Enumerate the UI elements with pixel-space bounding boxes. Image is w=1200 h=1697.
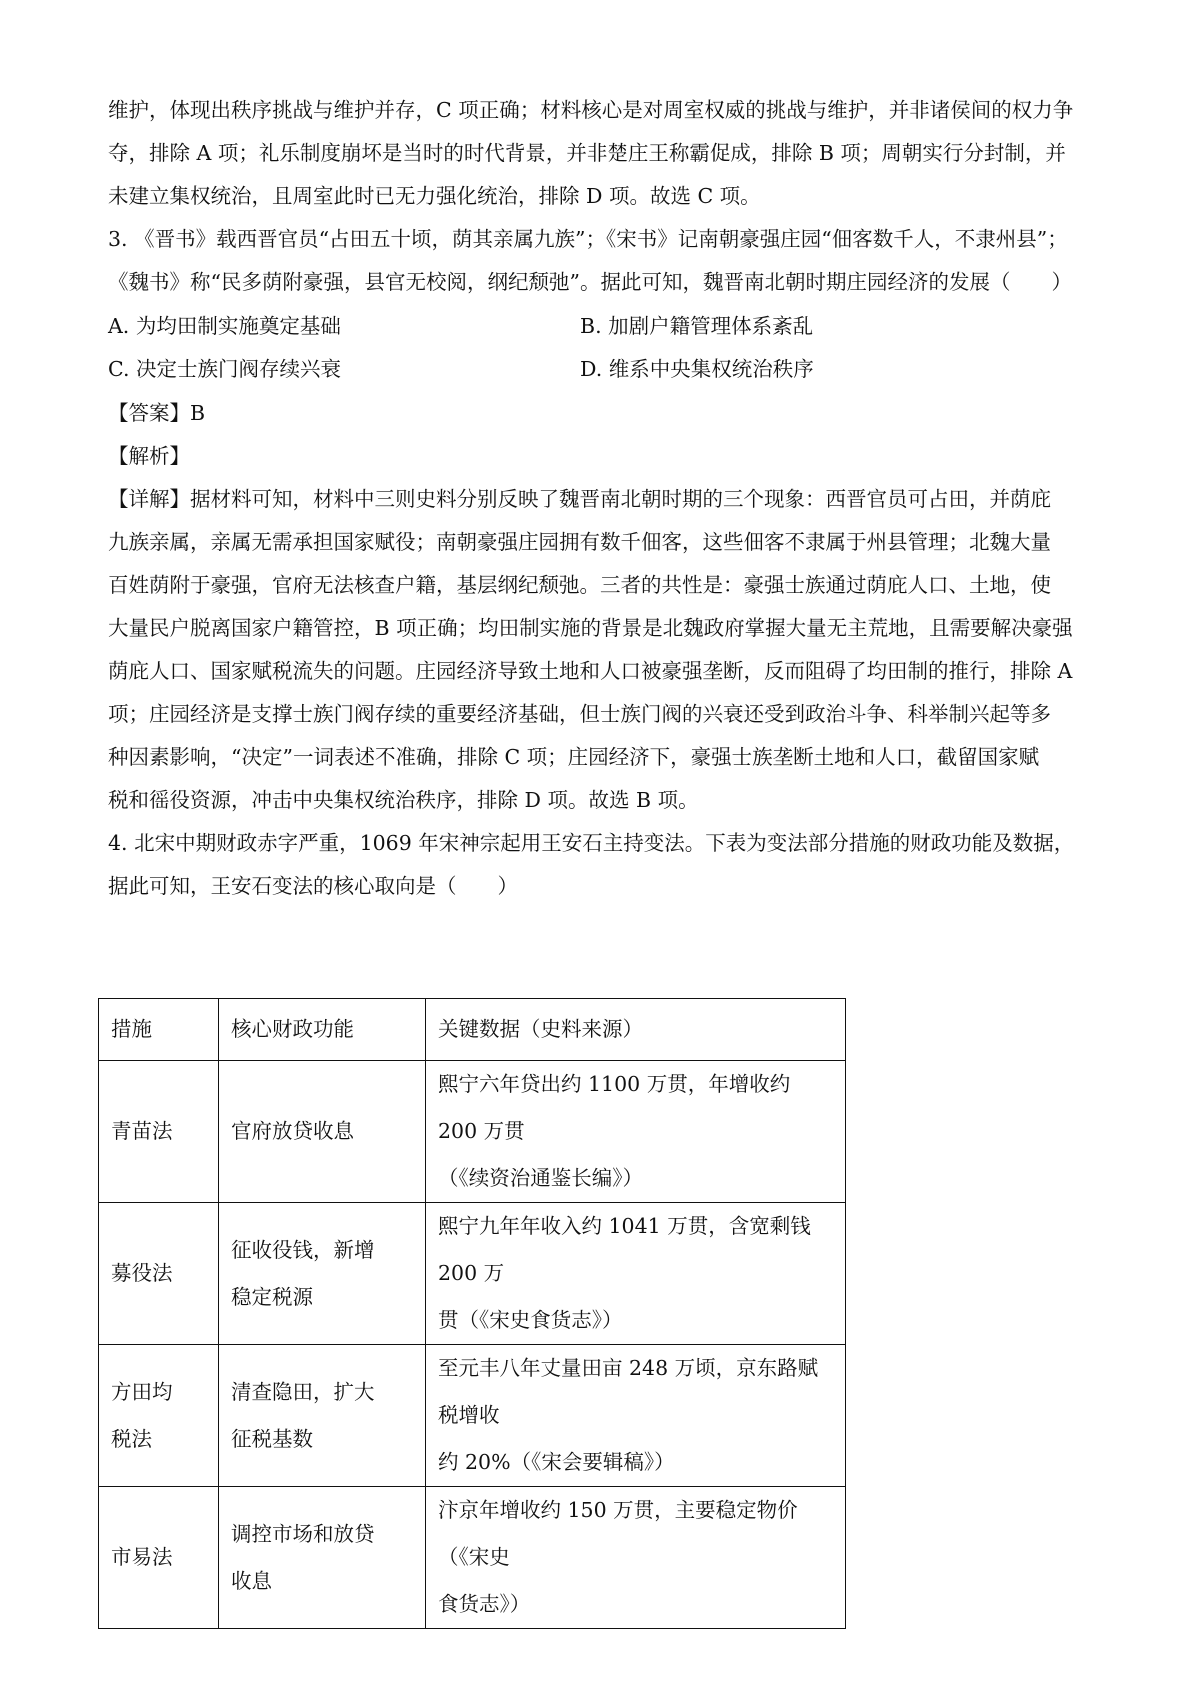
q3-detail-line-7: 种因素影响，“决定”一词表述不准确，排除 C 项；庄园经济下，豪强士族垄断土地和人口，截留国家赋: [108, 745, 1040, 769]
cell-line: 清查隐田，扩大: [231, 1379, 375, 1404]
cell-line: 征税基数: [231, 1426, 313, 1451]
cell-line: 稳定税源: [231, 1284, 313, 1309]
header-function: 核心财政功能: [219, 999, 426, 1061]
cell-line: 至元丰八年丈量田亩 248 万顷，京东路赋税增收: [438, 1356, 819, 1427]
cell-line: （《续资治通鉴长编》）: [438, 1166, 643, 1190]
q3-detail-line-4: 大量民户脱离国家户籍管控，B 项正确；均田制实施的背景是北魏政府掌握大量无主荒地，且需要解决豪强: [108, 616, 1073, 640]
row-measure: [99, 1061, 219, 1203]
row-data: [426, 1203, 846, 1345]
row-measure: [99, 1345, 219, 1487]
row-function: [219, 1061, 426, 1203]
reform-measures-table: [98, 998, 846, 1629]
cell-line: 市易法: [111, 1545, 173, 1569]
q2-analysis-line-2: 夺，排除 A 项；礼乐制度崩坏是当时的时代背景，并非楚庄王称霸促成，排除 B 项；周朝实行分封制，并: [108, 141, 1066, 165]
row-data: [426, 1345, 846, 1487]
q3-answer: 【答案】B: [108, 401, 206, 425]
table-row: [99, 1203, 846, 1345]
q3-detail-line-5: 荫庇人口、国家赋税流失的问题。庄园经济导致土地和人口被豪强垄断，反而阻碍了均田制的推行，排除 A: [108, 659, 1073, 683]
row-data: [426, 1061, 846, 1203]
row-measure: [99, 1487, 219, 1629]
q4-stem-line-1: 4. 北宋中期财政赤字严重，1069 年宋神宗起用王安石主持变法。下表为变法部分措施的财政功能及数据，: [108, 831, 1075, 855]
table-row: [99, 1345, 846, 1487]
q2-analysis-line-1: 维护，体现出秩序挑战与维护并存，C 项正确；材料核心是对周室权威的挑战与维护，并非诸侯间的权力争: [108, 98, 1074, 122]
q3-stem-line-2: 《魏书》称“民多荫附豪强，县官无校阅，纲纪颓弛”。据此可知，魏晋南北朝时期庄园经济的发展（ ）: [108, 270, 1072, 294]
cell-line: 征收役钱，新增: [231, 1237, 375, 1262]
table-header-row: [99, 999, 846, 1061]
cell-line: 食货志》）: [438, 1592, 531, 1616]
q3-detail-line-2: 九族亲属，亲属无需承担国家赋役；南朝豪强庄园拥有数千佃客，这些佃客不隶属于州县管理；北魏大量: [108, 530, 1051, 554]
cell-line: 汴京年增收约 150 万贯，主要稳定物价（《宋史: [438, 1498, 798, 1569]
cell-line: 熙宁六年贷出约 1100 万贯，年增收约 200 万贯: [438, 1072, 791, 1143]
cell-line: 调控市场和放贷: [231, 1521, 375, 1546]
q3-option-b: B. 加剧户籍管理体系紊乱: [580, 314, 814, 338]
cell-line: 熙宁九年年收入约 1041 万贯，含宽剩钱 200 万: [438, 1214, 811, 1285]
q3-option-d: D. 维系中央集权统治秩序: [580, 357, 814, 381]
row-data: [426, 1487, 846, 1629]
q3-detail-line-1: 【详解】据材料可知，材料中三则史料分别反映了魏晋南北朝时期的三个现象：西晋官员可占田，并荫庇: [108, 487, 1051, 511]
cell-line: 官府放贷收息: [231, 1119, 354, 1143]
row-function: [219, 1345, 426, 1487]
q2-analysis-line-3: 未建立集权统治，且周室此时已无力强化统治，排除 D 项。故选 C 项。: [108, 184, 761, 208]
table-row: [99, 1487, 846, 1629]
cell-line: 税法: [111, 1426, 152, 1451]
q3-stem-line-1: 3. 《晋书》载西晋官员“占田五十顷，荫其亲属九族”；《宋书》记南朝豪强庄园“佃客数千人，不隶州县”；: [108, 227, 1068, 251]
row-function: [219, 1203, 426, 1345]
cell-line: 贯（《宋史食货志》）: [438, 1308, 623, 1332]
q3-analysis-title: 【解析】: [108, 444, 190, 468]
row-function: [219, 1487, 426, 1629]
header-measure: 措施: [99, 999, 219, 1061]
cell-line: 收息: [231, 1568, 272, 1593]
q4-stem-line-2: 据此可知，王安石变法的核心取向是（ ）: [108, 874, 518, 898]
cell-line: 募役法: [111, 1261, 173, 1285]
cell-line: 约 20%（《宋会要辑稿》）: [438, 1450, 675, 1474]
cell-line: 青苗法: [111, 1119, 173, 1143]
row-measure: [99, 1203, 219, 1345]
q3-detail-line-3: 百姓荫附于豪强，官府无法核查户籍，基层纲纪颓弛。三者的共性是：豪强士族通过荫庇人口、土地，使: [108, 573, 1051, 597]
table-row: [99, 1061, 846, 1203]
q3-option-a: A. 为均田制实施奠定基础: [108, 314, 341, 338]
q3-detail-line-8: 税和徭役资源，冲击中央集权统治秩序，排除 D 项。故选 B 项。: [108, 788, 699, 812]
header-data: 关键数据（史料来源）: [426, 999, 846, 1061]
q3-option-c: C. 决定士族门阀存续兴衰: [108, 357, 341, 381]
q3-detail-line-6: 项；庄园经济是支撑士族门阀存续的重要经济基础，但士族门阀的兴衰还受到政治斗争、科举制兴起等多: [108, 702, 1051, 726]
cell-line: 方田均: [111, 1379, 173, 1404]
